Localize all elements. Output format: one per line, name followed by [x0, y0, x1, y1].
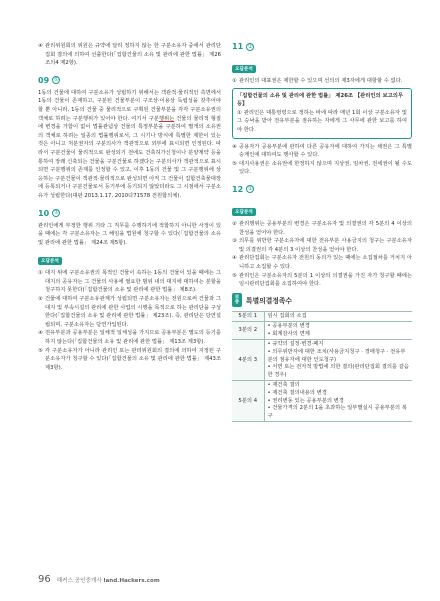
item-text: 관리단집회는 구분소유자 전원의 동의가 있는 때에는 소집절차를 거치지 아니하고 소집할 수 있다.: [239, 255, 412, 270]
item-text: 관리인의 대표권은 제한할 수 있으며 선의의 제3자에게 대항할 수 없다.: [239, 78, 403, 84]
footer-source: [57, 576, 160, 584]
intro-item: [38, 42, 221, 68]
list-item: [38, 347, 221, 373]
table-row: [232, 381, 412, 422]
supplement-header: [232, 293, 412, 307]
item-text: 의무를 위반한 구분소유자에 대한 전유부분 사용금지의 청구는 구분소유자 및 의결권의 각 4분의 3 이상의 찬성을 얻어야 한다.: [239, 238, 412, 253]
answer-circle: ②: [247, 43, 253, 50]
item-number: ④: [38, 330, 43, 337]
wrong-answer-badge: 오답분석: [232, 65, 256, 73]
item-number: ③: [232, 238, 237, 245]
q09-text-underlined: 행위는: [158, 115, 175, 122]
cell-line: • 건물가격의 2분의 1을 초과하는 일부멸실시 공용부분의 복구: [267, 405, 407, 419]
cell-line: 임시 집회의 소집: [267, 312, 307, 319]
cell-line: • 의무위반자에 대한 조치(사용금지청구 · 경매청구 · 전유부분의 점유자에 대한 인도청구): [267, 349, 406, 363]
list-item: [38, 269, 221, 295]
list-item: [232, 220, 412, 237]
table-row: [232, 322, 412, 340]
item-text: 전유부분과 공용부분은 일체적 일체성을 가지므로 공용부분은 별도의 등기를 하지 않는다(「집합건물의 소유 및 관리에 관한 법률」 제13조 제3항).: [45, 330, 221, 346]
wrong-answer-badge: 오답분석: [232, 208, 256, 216]
item-text: 관리위원회의 위원은 규약에 달리 정하지 않는 한 구분소유자 중에서 관리단집회 결의에 의하여 선출한다(「집합건물의 소유 및 관리에 관한 법률」 제26조의4 제2항).: [45, 43, 221, 67]
page-number: 96: [38, 574, 51, 585]
list-item: [232, 143, 412, 160]
item-number: ⑤: [232, 160, 237, 167]
list-item: [232, 237, 412, 254]
footer-site: land.Hackers.com: [103, 578, 160, 584]
page-footer: [38, 574, 160, 585]
wrong-answer-badge: 오답분석: [38, 257, 62, 265]
law-box-title: 「집합건물의 소유 및 관리에 관한 법률」 제26조 【관리인의 보고의무 등】: [237, 92, 403, 108]
item-text: 각 구분소유자가 아니라 관리인 또는 관리위원회의 결의에 의하여 지정된 구분소유자가 청구할 수 있다(「집합건물의 소유 및 관리에 관한 법률」 제43조 제3항).: [45, 347, 221, 371]
table-row-head: 3분의 2: [232, 322, 264, 340]
question-number: 11: [232, 42, 244, 51]
table-row-head: 4분의 3: [232, 340, 264, 381]
item-text: 관리행위는 공용부분의 변경은 구분소유자 및 의결권의 각 5분의 4 이상의 찬성을 얻어야 한다.: [239, 220, 412, 236]
footer-brand: 해커스 공인중개사: [56, 578, 102, 584]
table-row-head: 5분의 4: [232, 381, 264, 422]
supplement-title: 특별의결정족수: [246, 296, 292, 305]
cell-line: • 재건축 결의: [267, 382, 300, 389]
table-cell: [264, 311, 412, 322]
item-number: ⑤: [232, 272, 237, 279]
table-row: [232, 311, 412, 322]
q10-items: [38, 269, 221, 372]
law-box-text: ① 관리인은 대통령령으로 정하는 바에 따라 매년 1회 이상 구분소유자 및 그 승낙을 받아 전유부분을 점유하는 자에게 그 사무에 관한 보고를 하여야 한다.: [237, 109, 407, 133]
cell-line: • 서면 또는 전자적 방법에 의한 결의(관리단집회 결의를 갈음한 경우): [267, 364, 409, 378]
answer-circle: ③: [53, 210, 59, 216]
answer-circle: ①: [247, 186, 253, 193]
item-text: 대지사용권은 소유권에 한정하지 않으며 지상권, 임차권, 전세권이 될 수도 있다.: [239, 160, 412, 176]
list-item: [232, 272, 412, 289]
item-text: 공용자가 공용부분에 관하여 다른 공유자에 대하여 가지는 채권은 그 특별승계인에 대하여도 행사할 수 있다.: [239, 143, 412, 159]
item-number: ②: [38, 296, 43, 303]
item-text: 관리인은 구분소유자의 5분의 1 이상의 의결권을 가진 자가 청구할 때에는 임시관리단집회를 소집하여야 한다.: [239, 272, 412, 288]
list-item: [232, 160, 412, 177]
right-column: [232, 42, 412, 422]
item-text: 대지 위에 구분소유권의 목적인 건물이 속하는 1동의 건물이 있을 때에는 그 대지의 공유자는 그 건물의 사용에 필요한 범위 내의 대지에 대하여는 분할을 청구하지 못한다(「집합건물의 소유 및 관리에 관한 법률」 제8조).: [45, 270, 221, 294]
supplement-badge: 보충: [232, 293, 242, 307]
table-row-head: 5분의 1: [232, 311, 264, 322]
quorum-table: [232, 311, 412, 423]
cell-line: • 재건축 결의내용의 변경: [267, 390, 327, 397]
table-cell: [264, 322, 412, 340]
item-number: ④: [232, 255, 237, 262]
list-item: [232, 77, 412, 86]
list-item: [232, 254, 412, 271]
item-number: ①: [38, 270, 43, 277]
item-number: ④: [38, 43, 43, 49]
list-item: [38, 295, 221, 329]
question-11-header: [232, 42, 412, 51]
table-row: [232, 340, 412, 381]
q09-explanation: [38, 89, 221, 201]
list-item: [38, 329, 221, 346]
cell-line: • 회계감사의 면제: [267, 330, 310, 337]
cell-line: • 규약의 설정·변경·폐지: [267, 341, 324, 348]
answer-circle: ⑤: [53, 77, 59, 84]
item-number: ⑤: [38, 347, 43, 354]
question-number: 09: [38, 75, 50, 85]
q09-text-b: 건물의 물리적 형질에 변경을 가함이 없이 법률관념상 건물의 특정부분을 구분하여 별개의 소유권의 객체로 하려는 일종의 법률행위로서, 그 시기나 방식에 특별한 제한이 있는 것은 아니고 처분권자의 구분의사가 객관적으로 외부에 표시되면 인정된다. 따라서 구분건물이 물리적으로 완성되기 전에도 건축허가신청이나 분양계약 등을 통하여 장래 신축되는 건물을 구분건물로 하겠다는 구분의사가 객관적으로 표시되면 구분행위의 존재를 인정할 수 있고, 이후 1동의 건물 및 그 구분행위에 상응하는 구분건물이 객관적·물리적으로 완성되면 아직 그 건물이 집합건축물대장에 등록되거나 구분건물로서 등기부에 등기되지 않았더라도 그 시점에서 구분소유가 성립한다(대판 2013.1.17, 2010다71578 전원합의체).: [38, 115, 221, 199]
question-number: 10: [38, 208, 50, 218]
law-box: [232, 88, 412, 139]
item-number: ①: [232, 78, 237, 84]
question-10-header: [38, 209, 221, 218]
item-number: ②: [232, 220, 237, 227]
cell-line: • 권리변동 있는 공용부분의 변경: [267, 397, 344, 404]
q10-explanation: 관리인에게 부정한 행위 기타 그 직무를 수행하기에 적합하지 아니한 사정이 있을 때에는 각 구분소유자는 그 해임을 법원에 청구할 수 있다(「집합건물의 소유 및 관리에 관한 법률」 제24조 제5항).: [38, 222, 221, 246]
table-cell: [264, 340, 412, 381]
cell-line: • 공용부분의 변경: [267, 323, 310, 330]
question-12-header: [232, 185, 412, 194]
left-column: [38, 42, 221, 372]
table-cell: [264, 381, 412, 422]
q09-text-a: 1동의 건물에 대하여 구분소유가 성립하기 위해서는 객관적·물리적인 측면에서 1동의 건물이 존재하고, 구분된 건물부분이 구조상·이용상 독립성을 갖추어야 할 뿐 아니라, 1동의 건물 중 물리적으로 구획된 건물부분을 각각 구분소유권의 객체로 하려는 구분행위가 있어야 한다. 여기서 구분: [38, 89, 221, 122]
question-09-header: [38, 76, 221, 85]
item-text: 건물에 대하여 구분소유관계가 성립되면 구분소유자는 전원으로써 건물과 그 대지 및 부속시설의 관리에 관한 사업의 시행을 목적으로 하는 관리단을 구성한다(「집합건물의 소유 및 관리에 관한 법률」 제23조). 즉, 관리단은 당연설립되며, 구분소유자는 당연가입된다.: [45, 296, 221, 328]
item-number: ④: [232, 143, 237, 150]
question-number: 12: [232, 184, 244, 194]
